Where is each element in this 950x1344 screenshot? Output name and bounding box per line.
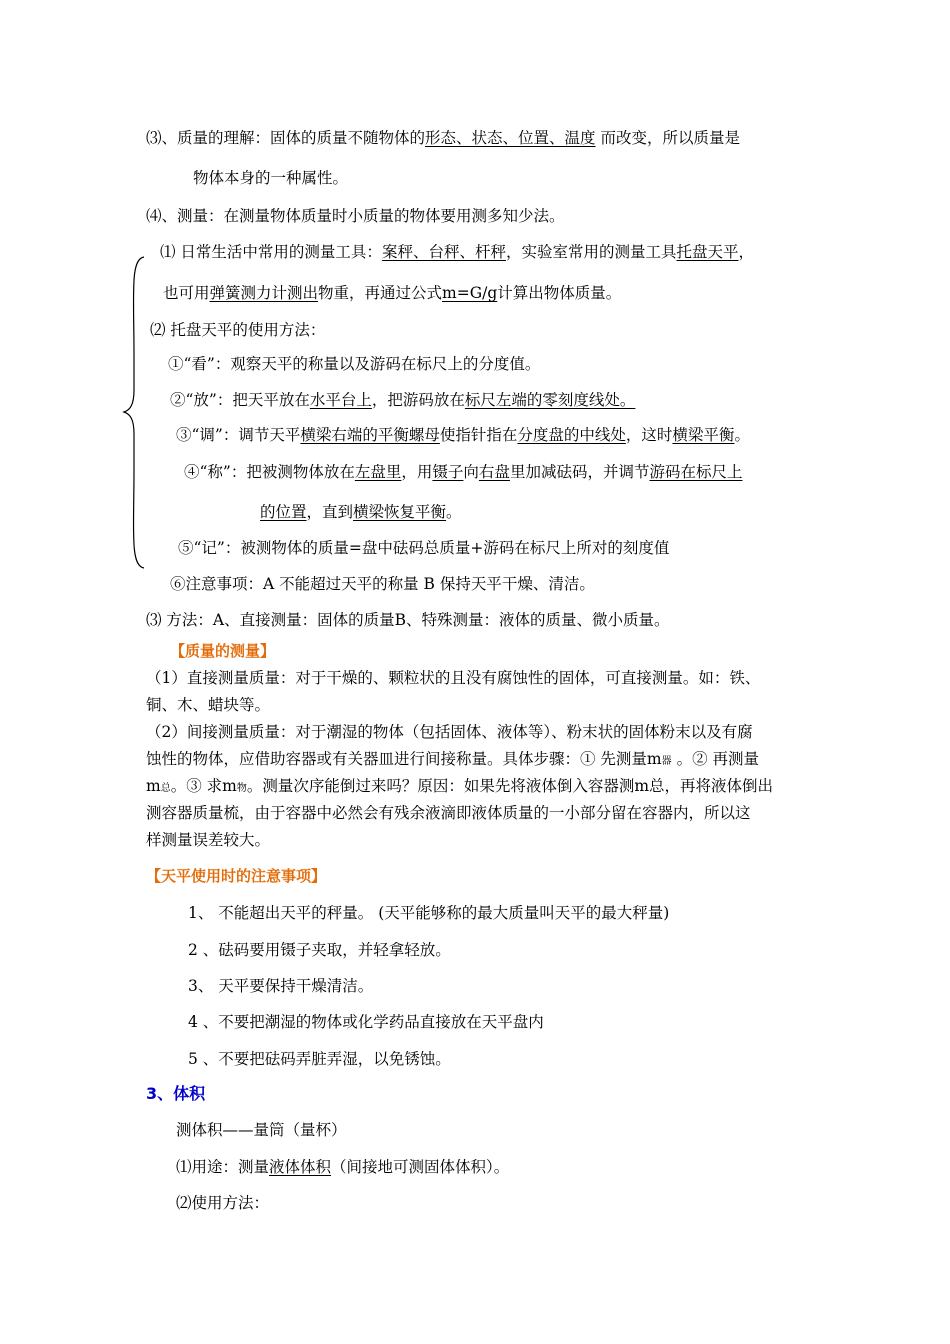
text: ，实验室常用的测量工具 (505, 243, 677, 261)
formula: m=G/g (442, 284, 498, 302)
underlined-text: 液体体积 (269, 1158, 332, 1176)
usage-weigh-line1 (184, 462, 742, 482)
text: 也可用 (163, 284, 210, 302)
underlined-text: 横梁右端的平衡螺母 (300, 426, 440, 444)
text: ，直到 (306, 503, 354, 521)
text: ④“称”：把被测物体放在 (184, 463, 355, 481)
underlined-text: 托盘天平 (676, 243, 739, 261)
mass-measure-p2-line1: （2）间接测量质量：对于潮湿的物体（包括固体、液体等）、粉末状的固体粉末以及有腐 (146, 723, 753, 741)
curly-brace-icon (122, 255, 148, 570)
tools-line2 (163, 283, 621, 303)
volume-line3: ⑵使用方法： (176, 1194, 270, 1212)
mass-measure-p1-line1: （1）直接测量质量：对于干燥的、颗粒状的且没有腐蚀性的固体，可直接测量。如：铁、 (146, 669, 761, 687)
subscript: 总 (160, 783, 171, 794)
volume-line2 (176, 1157, 509, 1177)
text: 而改变，所以质量是 (595, 129, 740, 147)
mass-understanding-line2: 物体本身的一种属性。 (193, 169, 349, 187)
mass-measure-heading: 【质量的测量】 (170, 642, 276, 660)
text: ，用 (401, 463, 433, 481)
underlined-text: 游码在标尺上 (649, 463, 743, 481)
text: 蚀性的物体，应借助容器或有关器皿进行间接称量。具体步骤：① 先测量m (146, 750, 662, 768)
volume-line1: 测体积——量筒（量杯） (176, 1121, 347, 1139)
usage-place (170, 390, 635, 410)
underlined-text: 镊子 (432, 463, 464, 481)
usage-notes: ⑥注意事项：A 不能超过天平的称量 B 保持天平干燥、清洁。 (170, 575, 595, 593)
measurement-heading: ⑷、测量：在测量物体质量时小质量的物体要用测多知少法。 (146, 207, 565, 225)
underlined-text: 右盘 (478, 463, 510, 481)
text: 向 (463, 463, 479, 481)
balance-note-item: 2 、砝码要用镊子夹取，并轻拿轻放。 (188, 941, 451, 959)
text: ⑴用途：测量 (176, 1158, 270, 1176)
underlined-text: 横梁恢复平衡 (353, 503, 447, 521)
subscript: 器 (661, 756, 672, 767)
mass-measure-p2-line4: 测容器质量梳，由于容器中必然会有残余液滴即液体质量的一小部分留在容器内，所以这 (146, 804, 751, 822)
balance-note-item: 5 、不要把砝码弄脏弄湿，以免锈蚀。 (188, 1050, 451, 1068)
subscript: 物 (236, 783, 247, 794)
underlined-text: 标尺左端的零刻度线处。 (464, 391, 636, 409)
underlined-text: 弹簧测力计测出 (209, 284, 319, 302)
underlined-text: 水平台上 (309, 391, 372, 409)
text: 。 (734, 426, 750, 444)
text: 使指针指在 (439, 426, 518, 444)
underlined-text: 横梁平衡 (672, 426, 735, 444)
text: ⑴ 日常生活中常用的测量工具： (160, 243, 382, 261)
text: 计算出物体质量。 (497, 284, 622, 302)
underlined-text: 左盘里 (354, 463, 402, 481)
text: m (146, 777, 161, 795)
usage-weigh-line2 (260, 502, 462, 522)
usage-adjust (176, 425, 750, 445)
underlined-text: 案秤、台秤、杆秤 (381, 243, 506, 261)
method-line: ⑶ 方法：A、直接测量：固体的质量B、特殊测量：液体的质量、微小质量。 (146, 611, 670, 629)
balance-note-item: 4 、不要把潮湿的物体或化学药品直接放在天平盘内 (188, 1013, 544, 1031)
underlined-text: 形态、状态、位置、温度 (425, 129, 596, 147)
text: 里加减砝码，并调节 (509, 463, 650, 481)
mass-measure-p2-line5: 样测量误差较大。 (146, 831, 271, 849)
mass-measure-p1-line2: 铜、木、蜡块等。 (146, 696, 271, 714)
usage-look: ①“看”：观察天平的称量以及游码在标尺上的分度值。 (168, 355, 541, 373)
balance-note-item: 1、 不能超出天平的秤量。 (天平能够称的最大质量叫天平的最大秤量) (188, 904, 670, 922)
text: ，这时 (625, 426, 673, 444)
text: 。测量次序能倒过来吗？原因：如果先将液体倒入容器测m总，再将液体倒出 (246, 777, 774, 795)
mass-understanding-line1 (146, 128, 740, 148)
text: 物重，再通过公式 (318, 284, 443, 302)
text: ②“放”：把天平放在 (170, 391, 310, 409)
text: ， (738, 243, 754, 261)
balance-note-item: 3、 天平要保持干燥清洁。 (188, 977, 374, 995)
text: （间接地可测固体体积）。 (331, 1158, 510, 1176)
text: ⑶、质量的理解：固体的质量不随物体的 (146, 129, 426, 147)
mass-measure-p2-line3 (146, 776, 773, 799)
underlined-text: 的位置 (260, 503, 307, 521)
usage-heading: ⑵ 托盘天平的使用方法： (150, 321, 326, 339)
underlined-text: 分度盘的中线处 (517, 426, 626, 444)
text: ，把游码放在 (371, 391, 465, 409)
text: 。② 再测量 (671, 750, 759, 768)
usage-record: ⑤“记”：被测物体的质量=盘中砝码总质量+游码在标尺上所对的刻度值 (178, 539, 670, 557)
text: 。③ 求m (170, 777, 237, 795)
volume-heading: 3、体积 (146, 1084, 206, 1103)
tools-line1 (160, 242, 754, 262)
text: 。 (446, 503, 462, 521)
mass-measure-p2-line2 (146, 749, 759, 772)
text: ③“调”：调节天平 (176, 426, 301, 444)
balance-notes-heading: 【天平使用时的注意事项】 (146, 867, 327, 885)
